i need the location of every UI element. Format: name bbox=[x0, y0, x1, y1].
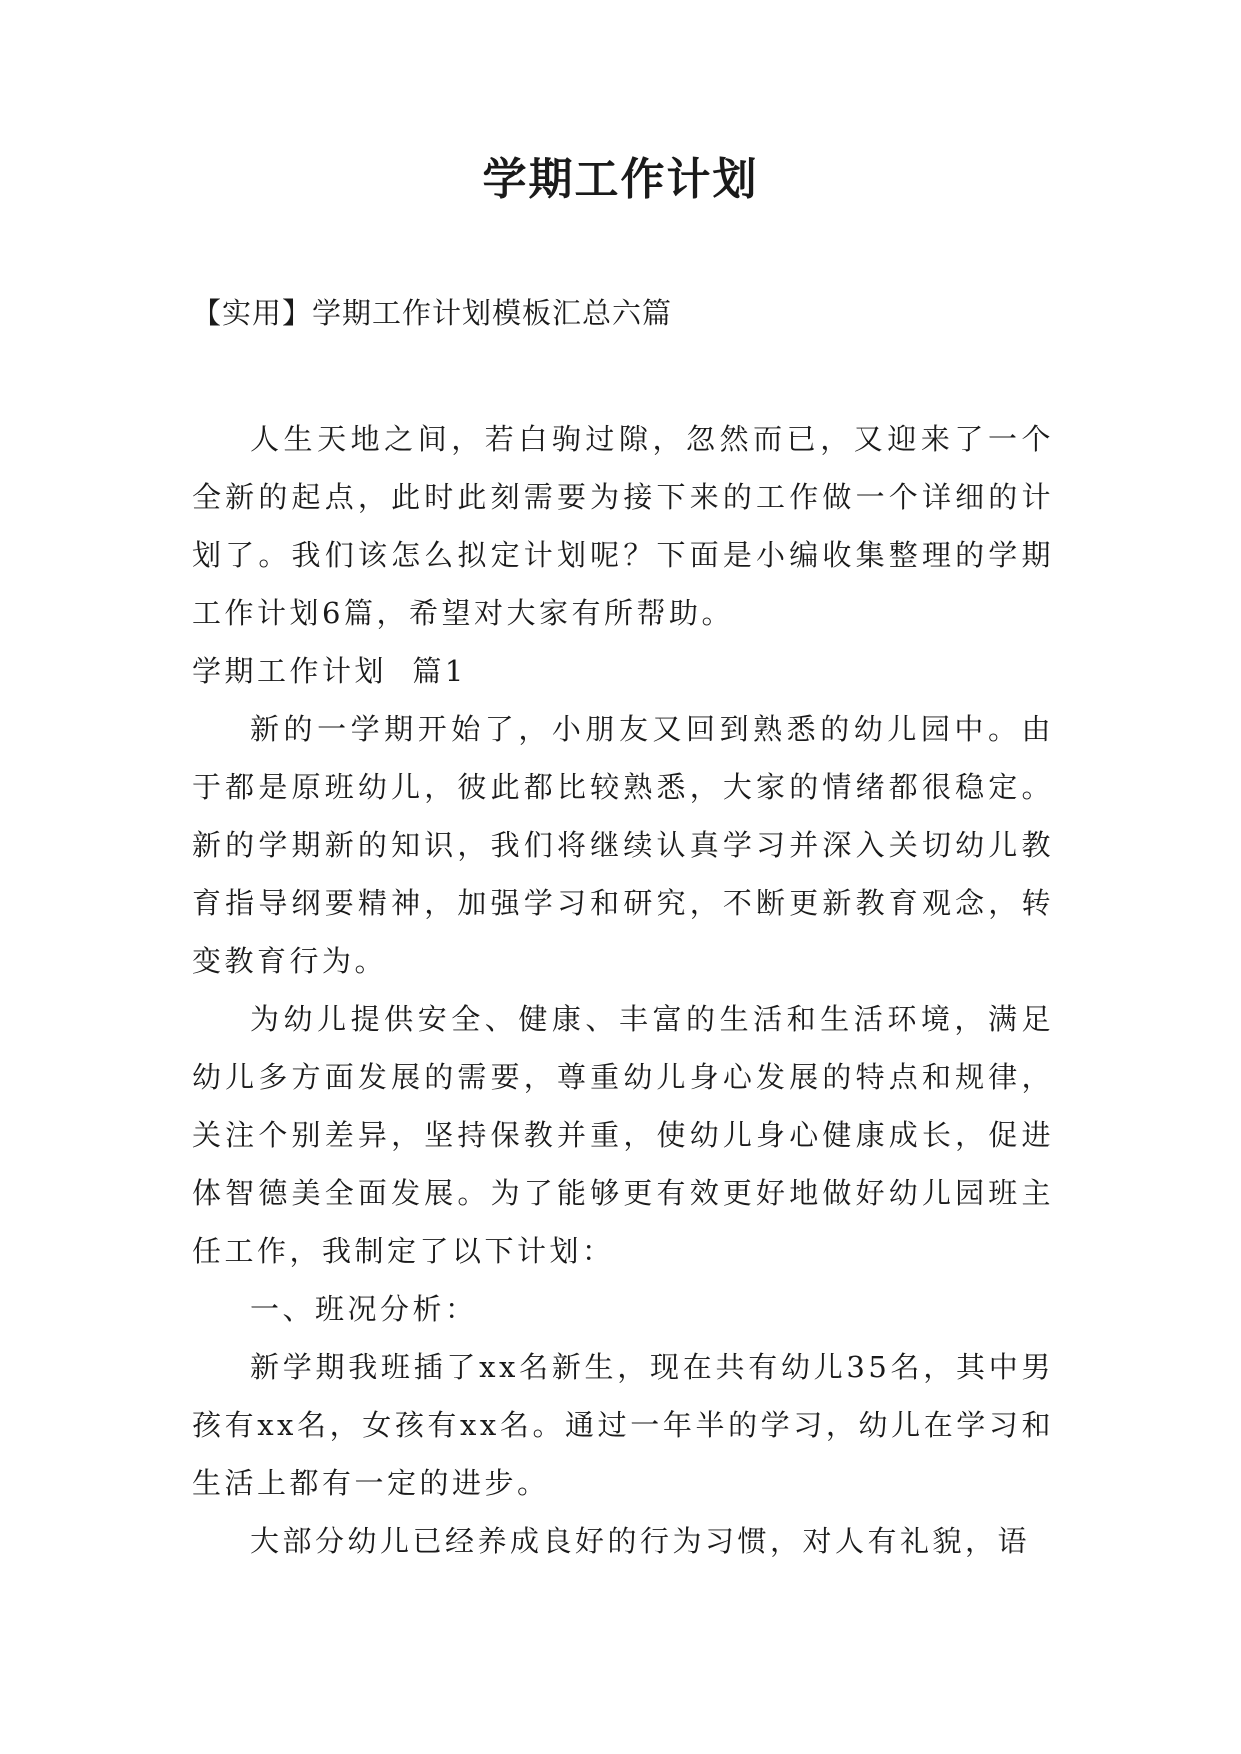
body-paragraph: 大部分幼儿已经养成良好的行为习惯，对人有礼貌，语 bbox=[250, 1524, 1031, 1558]
document-body bbox=[192, 410, 1054, 1570]
body-paragraph: 新学期我班插了xx名新生，现在共有幼儿35名，其中男孩有xx名，女孩有xx名。通过一年半的学习，幼儿在学习和生活上都有一定的进步。 bbox=[192, 1350, 1054, 1500]
intro-paragraph: 人生天地之间，若白驹过隙，忽然而已，又迎来了一个全新的起点，此时此刻需要为接下来的工作做一个详细的计划了。我们该怎么拟定计划呢？下面是小编收集整理的学期工作计划6篇，希望对大家有所帮助。 bbox=[192, 422, 1054, 630]
body-paragraph: 新的一学期开始了，小朋友又回到熟悉的幼儿园中。由于都是原班幼儿，彼此都比较熟悉，大家的情绪都很稳定。新的学期新的知识，我们将继续认真学习并深入关切幼儿教育指导纲要精神，加强学习和研究，不断更新教育观念，转变教育行为。 bbox=[192, 712, 1054, 978]
subsection-heading: 一、班况分析： bbox=[250, 1292, 478, 1326]
document-title: 学期工作计划 bbox=[482, 154, 759, 205]
document-subtitle: 【实用】学期工作计划模板汇总六篇 bbox=[192, 296, 673, 330]
section-heading: 学期工作计划 篇1 bbox=[192, 654, 467, 688]
body-paragraph: 为幼儿提供安全、健康、丰富的生活和生活环境，满足幼儿多方面发展的需要，尊重幼儿身心发展的特点和规律，关注个别差异，坚持保教并重，使幼儿身心健康成长，促进体智德美全面发展。为了能够更有效更好地做好幼儿园班主任工作，我制定了以下计划： bbox=[192, 1002, 1054, 1268]
